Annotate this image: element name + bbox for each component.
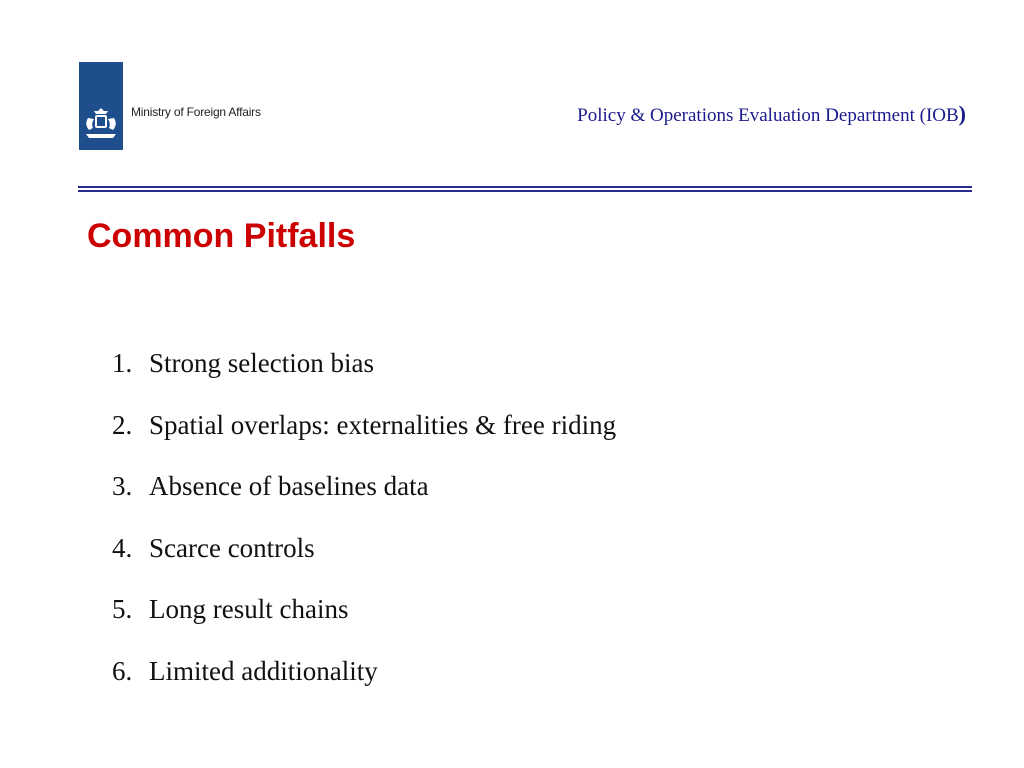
list-item-number: 5.	[112, 594, 133, 624]
department-paren: )	[958, 101, 966, 126]
list-item-text: Strong selection bias	[149, 348, 374, 378]
list-item	[112, 651, 616, 713]
list-item-text: Limited additionality	[149, 655, 378, 686]
header-divider-top	[78, 186, 972, 188]
department-name: Policy & Operations Evaluation Department (IOB	[577, 105, 959, 126]
list-item	[112, 343, 616, 405]
list-item-number: 1.	[112, 348, 133, 378]
list-item	[112, 528, 616, 590]
pitfall-list	[112, 343, 616, 712]
list-item	[112, 405, 616, 467]
list-item-text: Absence of baselines data	[149, 471, 429, 501]
department-title	[577, 101, 966, 127]
list-item-text: Spatial overlaps: externalities & free riding	[149, 409, 617, 440]
list-item-number: 3.	[112, 471, 133, 501]
list-item-text: Long result chains	[149, 594, 349, 624]
slide-title: Common Pitfalls	[87, 217, 356, 255]
list-item	[112, 466, 616, 528]
logo-text: Ministry of Foreign Affairs	[131, 105, 261, 119]
list-item-number: 6.	[112, 655, 133, 686]
list-item-number: 4.	[112, 532, 133, 563]
header-divider-bottom	[78, 190, 972, 192]
list-item-text: Scarce controls	[149, 532, 315, 563]
crest-icon	[80, 104, 122, 144]
list-item	[112, 589, 616, 651]
list-item-number: 2.	[112, 409, 133, 440]
